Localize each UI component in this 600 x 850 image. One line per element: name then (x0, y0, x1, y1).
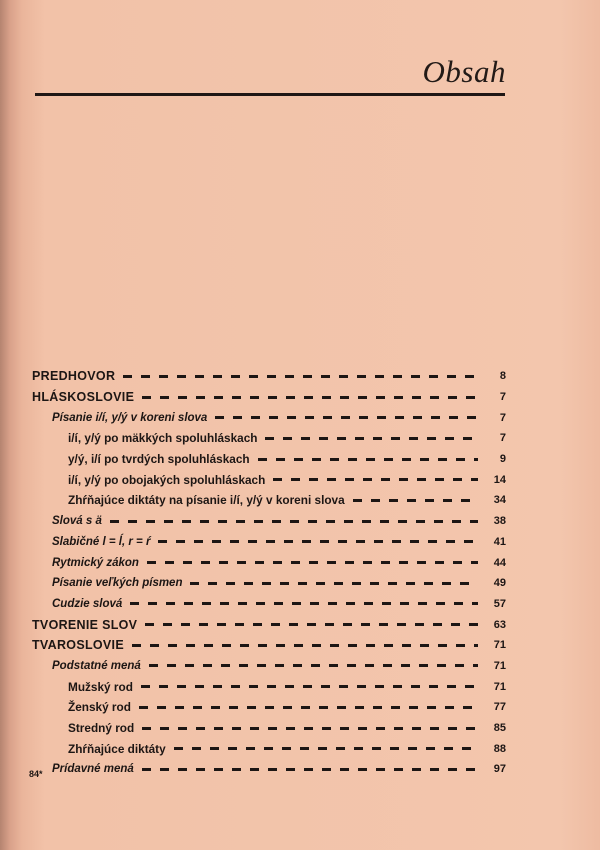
toc-leader (273, 478, 478, 481)
toc-leader (132, 644, 478, 647)
toc-leader (258, 458, 478, 461)
toc-leader (142, 396, 478, 399)
toc-entry-page: 85 (493, 722, 506, 735)
toc-entry-page: 41 (493, 535, 506, 548)
toc-entry-page: 7 (499, 391, 506, 404)
toc-entry (32, 469, 506, 490)
toc-entry-label: Slová s ä (52, 515, 102, 528)
toc-entry (32, 490, 506, 511)
toc-leader (147, 561, 478, 564)
toc-entry (32, 656, 506, 677)
toc-leader (139, 706, 478, 709)
toc-entry-page: 71 (493, 639, 506, 652)
toc-entry-label: Cudzie slová (52, 597, 123, 610)
toc-entry-label: Písanie i/í, y/ý v koreni slova (52, 411, 208, 424)
toc-leader (142, 768, 478, 771)
toc-leader (353, 499, 478, 502)
toc-entry-label: TVORENIE SLOV (32, 617, 138, 632)
toc-entry (32, 387, 506, 408)
toc-entry-label: i/í, y/ý po obojakých spoluhláskach (68, 472, 266, 487)
toc-entry-page: 63 (493, 618, 506, 631)
toc-entry-label: TVAROSLOVIE (32, 638, 124, 653)
toc-entry (32, 511, 506, 532)
toc-leader (145, 623, 478, 626)
toc-entry (32, 738, 506, 759)
toc-entry-label: Zhŕňajúce diktáty (68, 741, 166, 756)
toc-entry-label: Prídavné mená (52, 763, 134, 776)
toc-entry-label: HLÁSKOSLOVIE (32, 390, 135, 405)
toc-entry-label: i/í, y/ý po mäkkých spoluhláskach (68, 431, 258, 446)
toc-entry (32, 532, 506, 553)
toc-entry-page: 38 (493, 515, 506, 528)
toc-entry (32, 594, 506, 615)
toc-entry-page: 44 (493, 556, 506, 569)
toc-leader (130, 602, 478, 605)
toc-entry-page: 57 (493, 597, 506, 610)
toc-leader (158, 540, 478, 543)
toc-leader (149, 664, 478, 667)
toc-entry (32, 407, 506, 428)
toc-entry (32, 635, 506, 656)
footer-page-number: 84* (29, 769, 43, 779)
toc-entry-label: Písanie veľkých písmen (52, 577, 183, 590)
toc-entry-page: 97 (493, 763, 506, 776)
toc-entry-label: Podstatné mená (52, 659, 141, 672)
toc-entry-page: 71 (493, 680, 506, 693)
toc-entry-label: PREDHOVOR (32, 369, 116, 384)
toc-entry-page: 9 (499, 453, 506, 466)
toc-entry-label: y/ý, i/í po tvrdých spoluhláskach (68, 452, 250, 467)
toc-entry-page: 34 (493, 494, 506, 507)
page-title: Obsah (422, 54, 506, 89)
toc-entry-label: Ženský rod (68, 700, 131, 715)
toc-entry (32, 676, 506, 697)
toc-entry-page: 49 (493, 577, 506, 590)
toc-entry (32, 552, 506, 573)
toc-leader (110, 520, 478, 523)
toc-entry-page: 71 (493, 659, 506, 672)
toc-leader (174, 747, 478, 750)
toc-entry-page: 7 (499, 432, 506, 445)
toc-entry-label: Rytmický zákon (52, 556, 139, 569)
toc-leader (123, 375, 478, 378)
toc-entry-page: 77 (493, 701, 506, 714)
toc-leader (141, 685, 478, 688)
toc-leader (190, 582, 478, 585)
toc-entry-page: 8 (499, 370, 506, 383)
toc-entry-label: Slabičné l = ĺ, r = ŕ (52, 535, 151, 548)
toc-leader (142, 727, 478, 730)
toc-entry (32, 366, 506, 387)
toc-entry (32, 449, 506, 470)
toc-entry-label: Zhŕňajúce diktáty na písanie i/í, y/ý v koreni slova (68, 493, 345, 508)
toc-entry (32, 614, 506, 635)
toc-entry (32, 759, 506, 780)
toc-leader (215, 416, 478, 419)
toc-entry-page: 14 (493, 473, 506, 486)
toc-entry-page: 7 (499, 411, 506, 424)
toc-entry-page: 88 (493, 742, 506, 755)
toc-entry (32, 718, 506, 739)
toc-entry-label: Mužský rod (68, 679, 133, 694)
toc-entry (32, 428, 506, 449)
title-rule (35, 93, 505, 96)
table-of-contents (32, 366, 506, 780)
toc-entry (32, 697, 506, 718)
toc-entry-label: Stredný rod (68, 721, 135, 736)
toc-leader (265, 437, 478, 440)
toc-entry (32, 573, 506, 594)
